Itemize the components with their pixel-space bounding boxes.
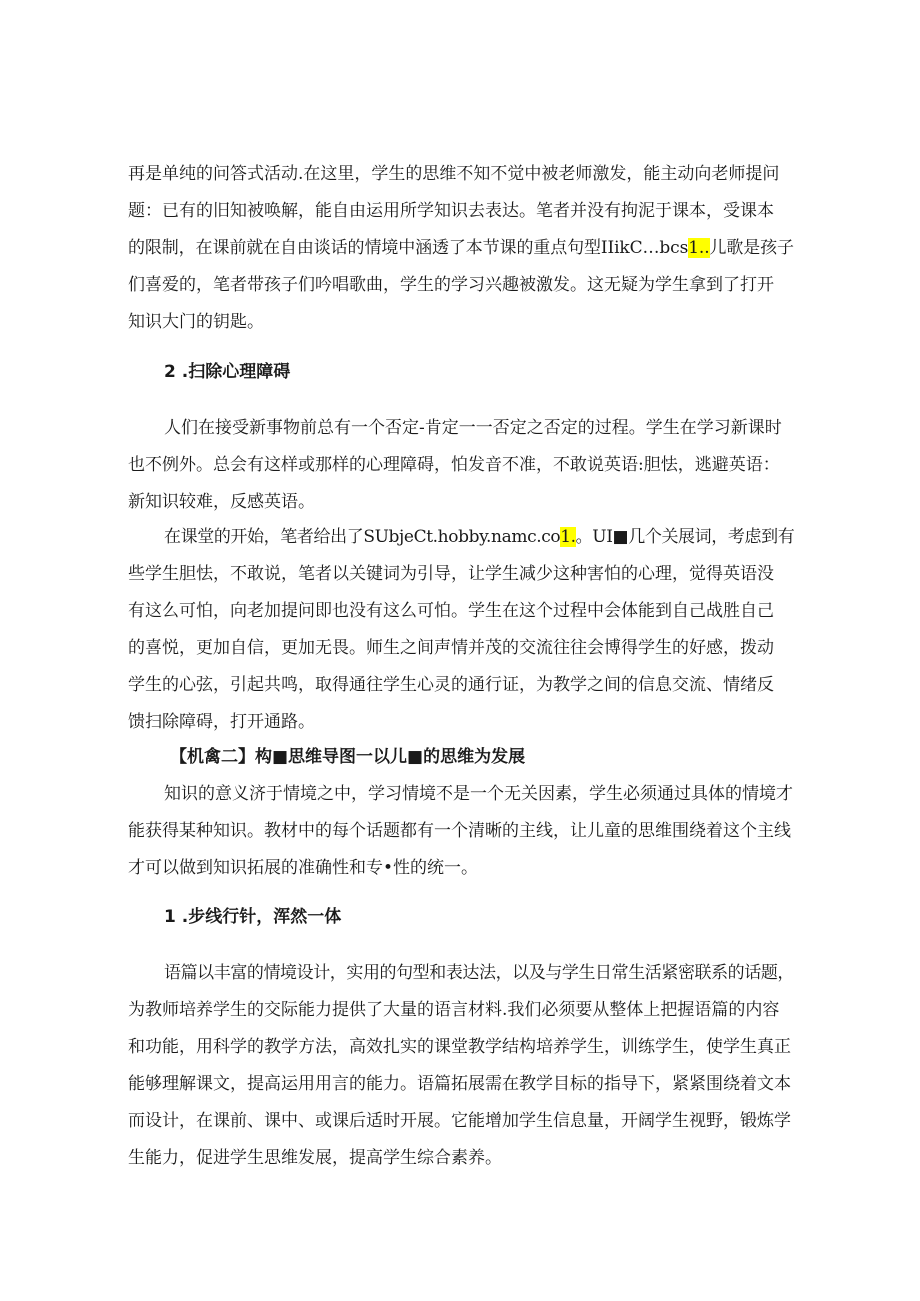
section-heading: 2 .扫除心理障碍 [164,362,291,382]
text-line: 知识的意义济于情境之中，学习情境不是一个无关因素，学生必须通过具体的情境才 [164,784,793,804]
text-line [128,519,794,556]
text-line: 有这么可怕，向老加提问即也没有这么可怕。学生在这个过程中会体能到自己战胜自己 [128,601,774,621]
text-line [128,230,794,267]
text-line: 新知识较难，反感英语。 [128,492,315,512]
text-run: 儿歌是孩子 [709,238,794,258]
text-line: 也不例外。总会有这样或那样的心理障碍，怕发音不准，不敢说英语:胆怯，逃避英语： [128,455,780,475]
text-line: 题：已有的旧知被唤解，能自由运用所学知识去表达。笔者并没有拘泥于课本，受课本 [128,201,774,221]
text-line: 而设计，在课前、课中、或课后适时开展。它能增加学生信息量，开阔学生视野，锻炼学 [128,1111,791,1131]
section-heading: 1 .步线行针，浑然一体 [164,907,342,927]
text-line: 和功能，用科学的教学方法，高效扎实的课堂教学结构培养学生，训练学生，使学生真正 [128,1037,791,1057]
text-line: 生能力，促进学生思维发展，提高学生综合素养。 [128,1148,502,1168]
text-line: 语篇以丰富的情境设计，实用的句型和表达法，以及与学生日常生活紧密联系的话题， [164,963,794,983]
text-line: 学生的心弦，引起共鸣，取得通往学生心灵的通行证，为教学之间的信息交流、情绪反 [128,675,774,695]
text-run: 。UI■几个关展词，考虑到有 [575,527,795,547]
text-line: 知识大门的钥匙。 [128,312,264,332]
text-line: 才可以做到知识拓展的准确性和专•性的统一。 [128,858,479,878]
section-heading: 【机禽二】构■思维导图一以儿■的思维为发展 [170,747,526,767]
text-line: 再是单纯的问答式活动.在这里，学生的思维不知不觉中被老师激发，能主动向老师提问 [128,164,780,184]
text-line: 些学生胆怯，不敢说，笔者以关键词为引导，让学生减少这种害怕的心理，觉得英语没 [128,564,774,584]
highlighted-text: 1. [560,527,576,547]
paragraph-1 [128,156,794,341]
paragraph-4 [128,776,794,887]
paragraph-3 [128,519,794,741]
paragraph-2 [128,410,794,521]
highlighted-text: 1.. [688,238,710,258]
paragraph-5 [128,955,794,1177]
text-line: 能获得某种知识。教材中的每个话题都有一个清晰的主线，让儿童的思维围绕着这个主线 [128,821,791,841]
text-line: 馈扫除障碍，打开通路。 [128,712,315,732]
text-line: 为教师培养学生的交际能力提供了大量的语言材料.我们必须要从整体上把握语篇的内容 [128,1000,780,1020]
text-line: 的喜悦，更加自信，更加无畏。师生之间声情并茂的交流往往会博得学生的好感，拨动 [128,638,774,658]
text-line: 人们在接受新事物前总有一个否定-肯定一一否定之否定的过程。学生在学习新课时 [164,418,782,438]
text-line: 能够理解课文，提高运用用言的能力。语篇拓展需在教学目标的指导下，紧紧围绕着文本 [128,1074,791,1094]
text-run: 的限制，在课前就在自由谈话的情境中涵透了本节课的重点句型IIikC…bcs [128,238,689,258]
text-run: 在课堂的开始，笔者给出了SUbjeCt.hobby.namc.co [164,527,561,547]
text-line: 们喜爱的，笔者带孩子们吟唱歌曲，学生的学习兴趣被激发。这无疑为学生拿到了打开 [128,275,774,295]
